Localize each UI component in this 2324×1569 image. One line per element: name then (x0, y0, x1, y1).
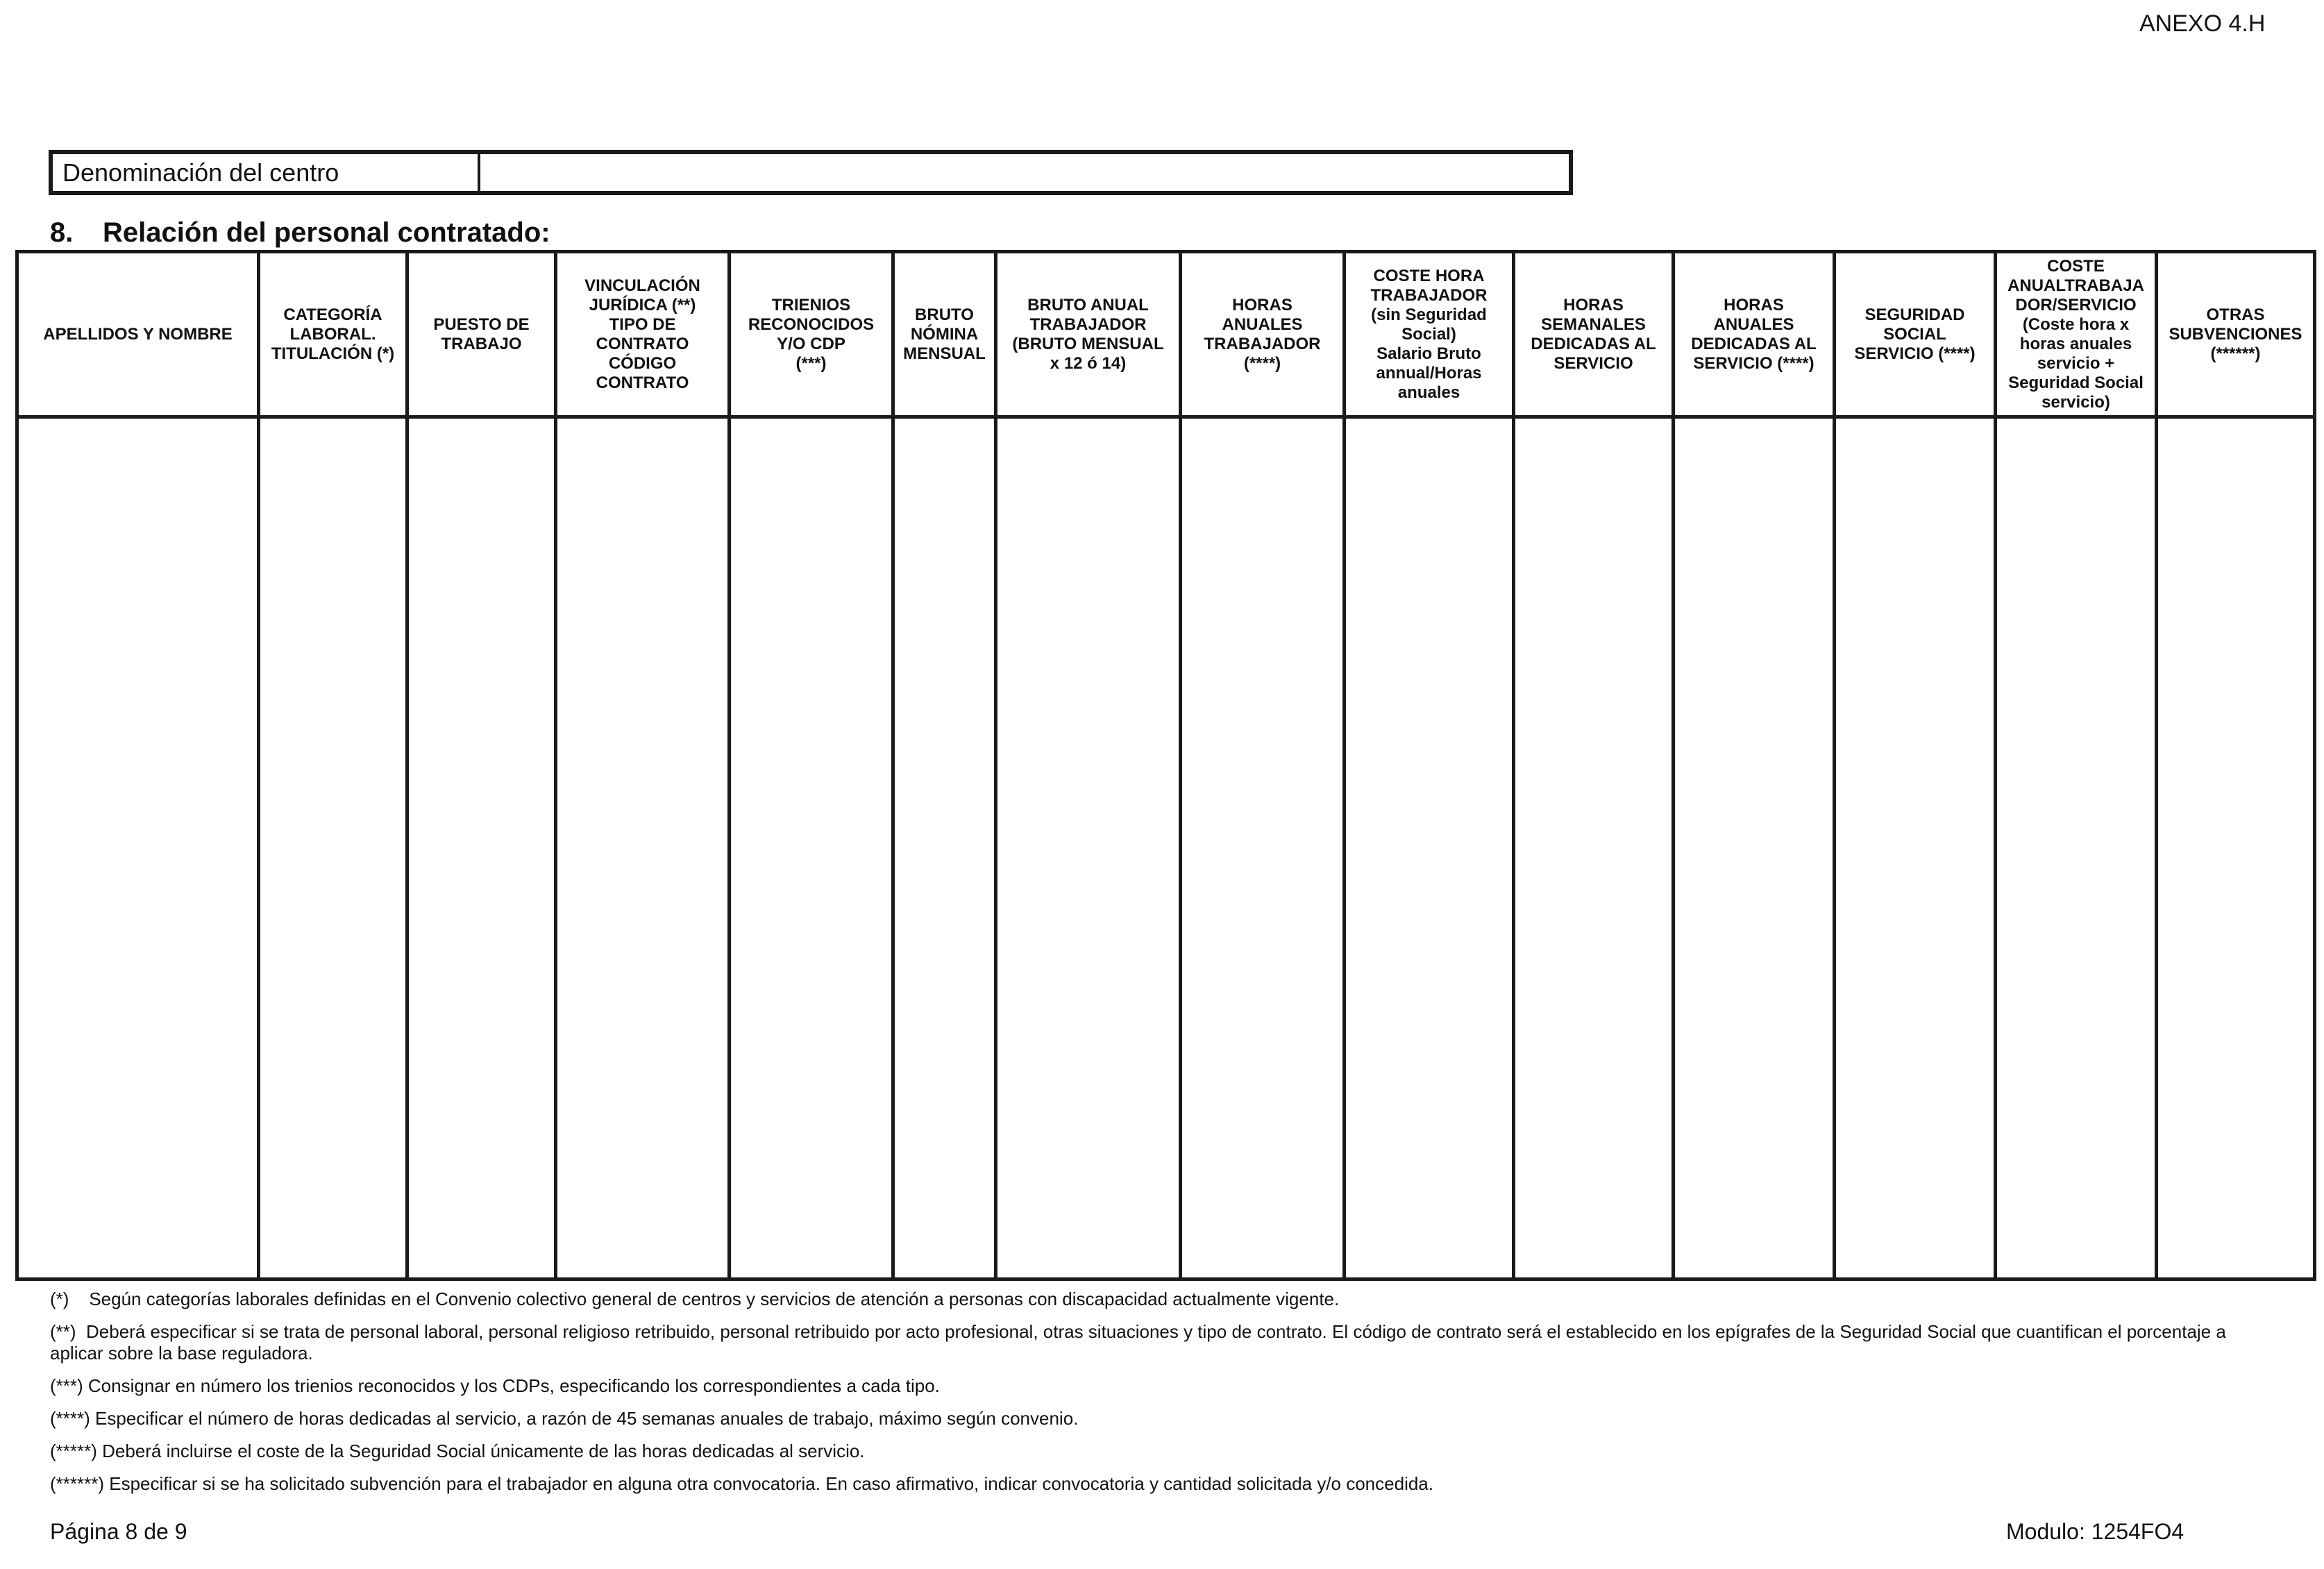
table-cell[interactable] (2157, 417, 2315, 1279)
col-seguridad-social: SEGURIDAD SOCIAL SERVICIO (****) (1835, 252, 1996, 417)
col-otras-subvenciones: OTRAS SUBVENCIONES (******) (2157, 252, 2315, 417)
col-bruto-nomina: BRUTO NÓMINA MENSUAL (893, 252, 996, 417)
table-cell[interactable] (1345, 417, 1514, 1279)
centro-name-field (49, 150, 1573, 195)
col-apellidos-nombre: APELLIDOS Y NOMBRE (17, 252, 259, 417)
section-heading (50, 215, 550, 250)
table-cell[interactable] (730, 417, 893, 1279)
col-horas-anuales-servicio: HORAS ANUALES DEDICADAS AL SERVICIO (****) (1674, 252, 1835, 417)
table-row (17, 417, 2315, 1279)
staff-table (15, 250, 2316, 1281)
footnotes (50, 1289, 2271, 1506)
col-vinculacion-juridica: VINCULACIÓN JURÍDICA (**) TIPO DE CONTRATO CÓDIGO CONTRATO (556, 252, 730, 417)
col-horas-anuales-trabajador: HORAS ANUALES TRABAJADOR (****) (1181, 252, 1345, 417)
table-cell[interactable] (1514, 417, 1674, 1279)
table-cell[interactable] (407, 417, 556, 1279)
col-categoria-laboral: CATEGORÍA LABORAL. TITULACIÓN (*) (259, 252, 407, 417)
centro-name-input[interactable] (480, 154, 1569, 191)
col-coste-anual: COSTE ANUALTRABAJA DOR/SERVICIO (Coste hora x horas anuales servicio + Seguridad Social servicio) (1996, 252, 2157, 417)
page-number: Página 8 de 9 (50, 1519, 187, 1544)
footnote: (**) Deberá especificar si se trata de personal laboral, personal religioso retribuido, personal retribuido por acto profesional, otras situaciones y tipo de contrato. El código de contrato será el establecido en los epígrafes de la Seguridad Social que cuantifican el porcentaje a aplicar sobre la base reguladora. (50, 1321, 2232, 1364)
table-cell[interactable] (556, 417, 730, 1279)
table-cell[interactable] (1674, 417, 1835, 1279)
table-cell[interactable] (1996, 417, 2157, 1279)
section-number: 8. (50, 217, 74, 248)
module-code: Modulo: 1254FO4 (2006, 1519, 2184, 1544)
table-cell[interactable] (259, 417, 407, 1279)
annex-label: ANEXO 4.H (2139, 10, 2266, 37)
col-puesto-trabajo: PUESTO DE TRABAJO (407, 252, 556, 417)
table-cell[interactable] (996, 417, 1181, 1279)
footnote: (***) Consignar en número los trienios reconocidos y los CDPs, especificando los correspondientes a cada tipo. (50, 1375, 940, 1396)
table-cell[interactable] (17, 417, 259, 1279)
footnote: (******) Especificar si se ha solicitado subvención para el trabajador en alguna otra convocatoria. En caso afirmativo, indicar convocatoria y cantidad solicitada y/o concedida. (50, 1473, 1433, 1494)
col-coste-hora: COSTE HORA TRABAJADOR (sin Seguridad Social) Salario Bruto annual/Horas anuales (1345, 252, 1514, 417)
centro-name-label: Denominación del centro (53, 154, 480, 191)
col-trienios: TRIENIOS RECONOCIDOS Y/O CDP (***) (730, 252, 893, 417)
col-bruto-anual: BRUTO ANUAL TRABAJADOR (BRUTO MENSUAL x 12 ó 14) (996, 252, 1181, 417)
col-horas-semanales: HORAS SEMANALES DEDICADAS AL SERVICIO (1514, 252, 1674, 417)
footnote: (*) Según categorías laborales definidas en el Convenio colectivo general de centros y servicios de atención a personas con discapacidad actualmente vigente. (50, 1289, 1340, 1309)
table-header-row (17, 252, 2315, 417)
table-cell[interactable] (1181, 417, 1345, 1279)
table-cell[interactable] (1835, 417, 1996, 1279)
table-cell[interactable] (893, 417, 996, 1279)
footnote: (****) Especificar el número de horas dedicadas al servicio, a razón de 45 semanas anuales de trabajo, máximo según convenio. (50, 1408, 1079, 1429)
footnote: (*****) Deberá incluirse el coste de la Seguridad Social únicamente de las horas dedicadas al servicio. (50, 1441, 865, 1461)
section-title: Relación del personal contratado: (103, 217, 550, 248)
